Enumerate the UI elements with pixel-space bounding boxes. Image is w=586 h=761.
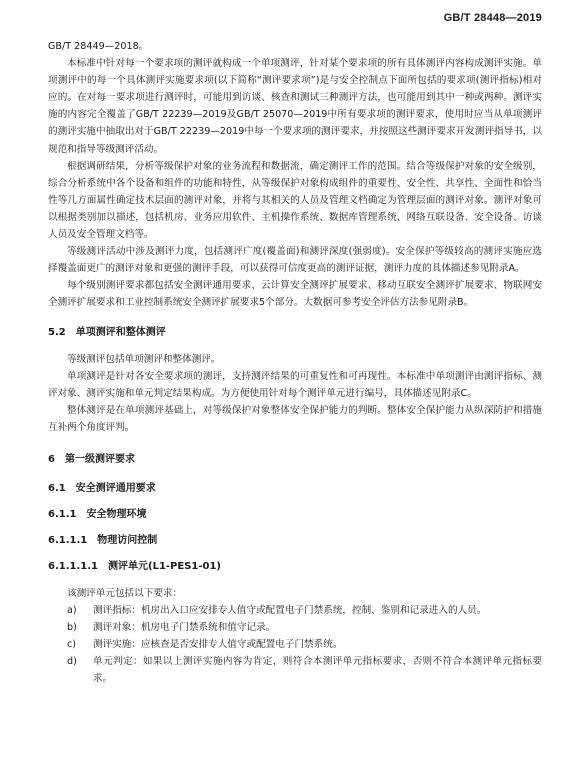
list-text: 测评指标：机房出入口应安排专人值守或配置电子门禁系统，控制、鉴别和记录进入的人员。 (93, 605, 487, 617)
paragraph-5-2-single: 单项测评是针对各安全要求项的测评，支持测评结果的可重复性和可再现性。本标准中单项测评由测评指标、测评对象、测评实施和单元判定结果构成。为方便使用针对每个测评单元进行编号，具体描述见附录C。 (48, 370, 542, 399)
section-number: 6 (48, 453, 55, 465)
section-6-1-heading (48, 481, 542, 497)
section-title: 安全物理环境 (86, 508, 147, 520)
list-marker: a) (67, 605, 77, 617)
paragraph-continuation: GB/T 28449—2018。 (48, 41, 149, 52)
section-6-heading (48, 452, 542, 468)
list-text: 测评实施：应核查是否安排专人值守或配置电子门禁系统。 (93, 639, 343, 651)
paragraph-test-strength: 等级测评活动中涉及测评力度，包括测评广度(覆盖面)和测评深度(强弱度)。安全保护等级较高的测评实施应选择覆盖面更广的测评对象和更强的测评手段，可以获得可信度更高的测评证据，测评力度的具体描述参见附录A。 (48, 246, 542, 275)
section-6-1-1-1-heading (48, 533, 542, 549)
list-marker: d) (67, 656, 77, 668)
paragraph-5-2-intro: 等级测评包括单项测评和整体测评。 (67, 353, 221, 365)
section-number: 6.1.1.1 (48, 534, 88, 546)
section-5-2-heading (48, 325, 542, 341)
list-item (48, 653, 542, 687)
list-text: 测评对象：机房电子门禁系统和值守记录。 (93, 622, 276, 634)
document-body (48, 38, 542, 688)
list-text: 单元判定：如果以上测评实施内容为肯定，则符合本测评单元指标要求，否则不符合本测评单元指标要求。 (93, 656, 542, 685)
list-item (48, 636, 542, 653)
section-6-1-1-1-1-heading (48, 559, 542, 575)
list-marker: c) (67, 639, 77, 651)
list-item (48, 619, 542, 636)
section-title: 测评单元(L1-PES1-01) (108, 560, 222, 572)
section-title: 物理访问控制 (97, 534, 158, 546)
section-title: 安全测评通用要求 (75, 482, 156, 494)
section-number: 6.1.1.1.1 (48, 560, 98, 572)
section-title: 单项测评和整体测评 (75, 326, 166, 338)
list-item (48, 602, 542, 619)
paragraph-single-test: 本标准中针对每一个要求项的测评就构成一个单项测评，针对某个要求项的所有具体测评内容构成测评实施。单项测评中的每一个具体测评实施要求项(以下简称“测评要求项”)是与安全控制点下面所包括的要求项(测评指标)相对应的。在对每一要求项进行测评时，可能用到访谈、核查和测试三种测评方法，也可能用到其中一种或两种。测评实施的内容完全覆盖了GB/T 22239—2019及GB/T 25070—2019中所有要求项的测评要求，使用时应当从单项测评的测评实施中抽取出对于GB/T 22239—2019中每一个要求项的测评要求，并按照这些测评要求开发测评指导书，以规范和指导等级测评活动。 (48, 58, 542, 155)
section-number: 5.2 (48, 326, 66, 338)
list-marker: b) (67, 622, 77, 634)
paragraph-test-objects: 根据调研结果，分析等级保护对象的业务流程和数据流，确定测评工作的范围。结合等级保护对象的安全级别，综合分析系统中各个设备和组件的功能和特性，从等级保护对象构成组件的重要性、安全性、共享性、全面性和恰当性等几方面属性确定技术层面的测评对象，并将与其相关的人员及管理文档确定为管理层面的测评对象。测评对象可以根据类别加以描述，包括机房、业务应用软件、主机操作系统、数据库管理系统、网络互联设备、安全设备、访谈人员及安全管理文档等。 (48, 160, 542, 241)
section-title: 第一级测评要求 (64, 453, 135, 465)
section-6-1-1-heading (48, 507, 542, 523)
paragraph-test-parts: 每个级别测评要求都包括安全测评通用要求、云计算安全测评扩展要求、移动互联安全测评扩展要求、物联网安全测评扩展要求和工业控制系统安全测评扩展要求5个部分。大数据可参考安全评估方法参见附录B。 (48, 280, 542, 309)
section-number: 6.1.1 (48, 508, 77, 520)
section-number: 6.1 (48, 482, 66, 494)
paragraph-5-2-overall: 整体测评是在单项测评基础上，对等级保护对象整体安全保护能力的判断。整体安全保护能力从纵深防护和措施互补两个角度评判。 (48, 404, 542, 433)
standard-number-header: GB/T 28448—2019 (443, 12, 542, 24)
unit-intro: 该测评单元包括以下要求： (67, 587, 183, 599)
